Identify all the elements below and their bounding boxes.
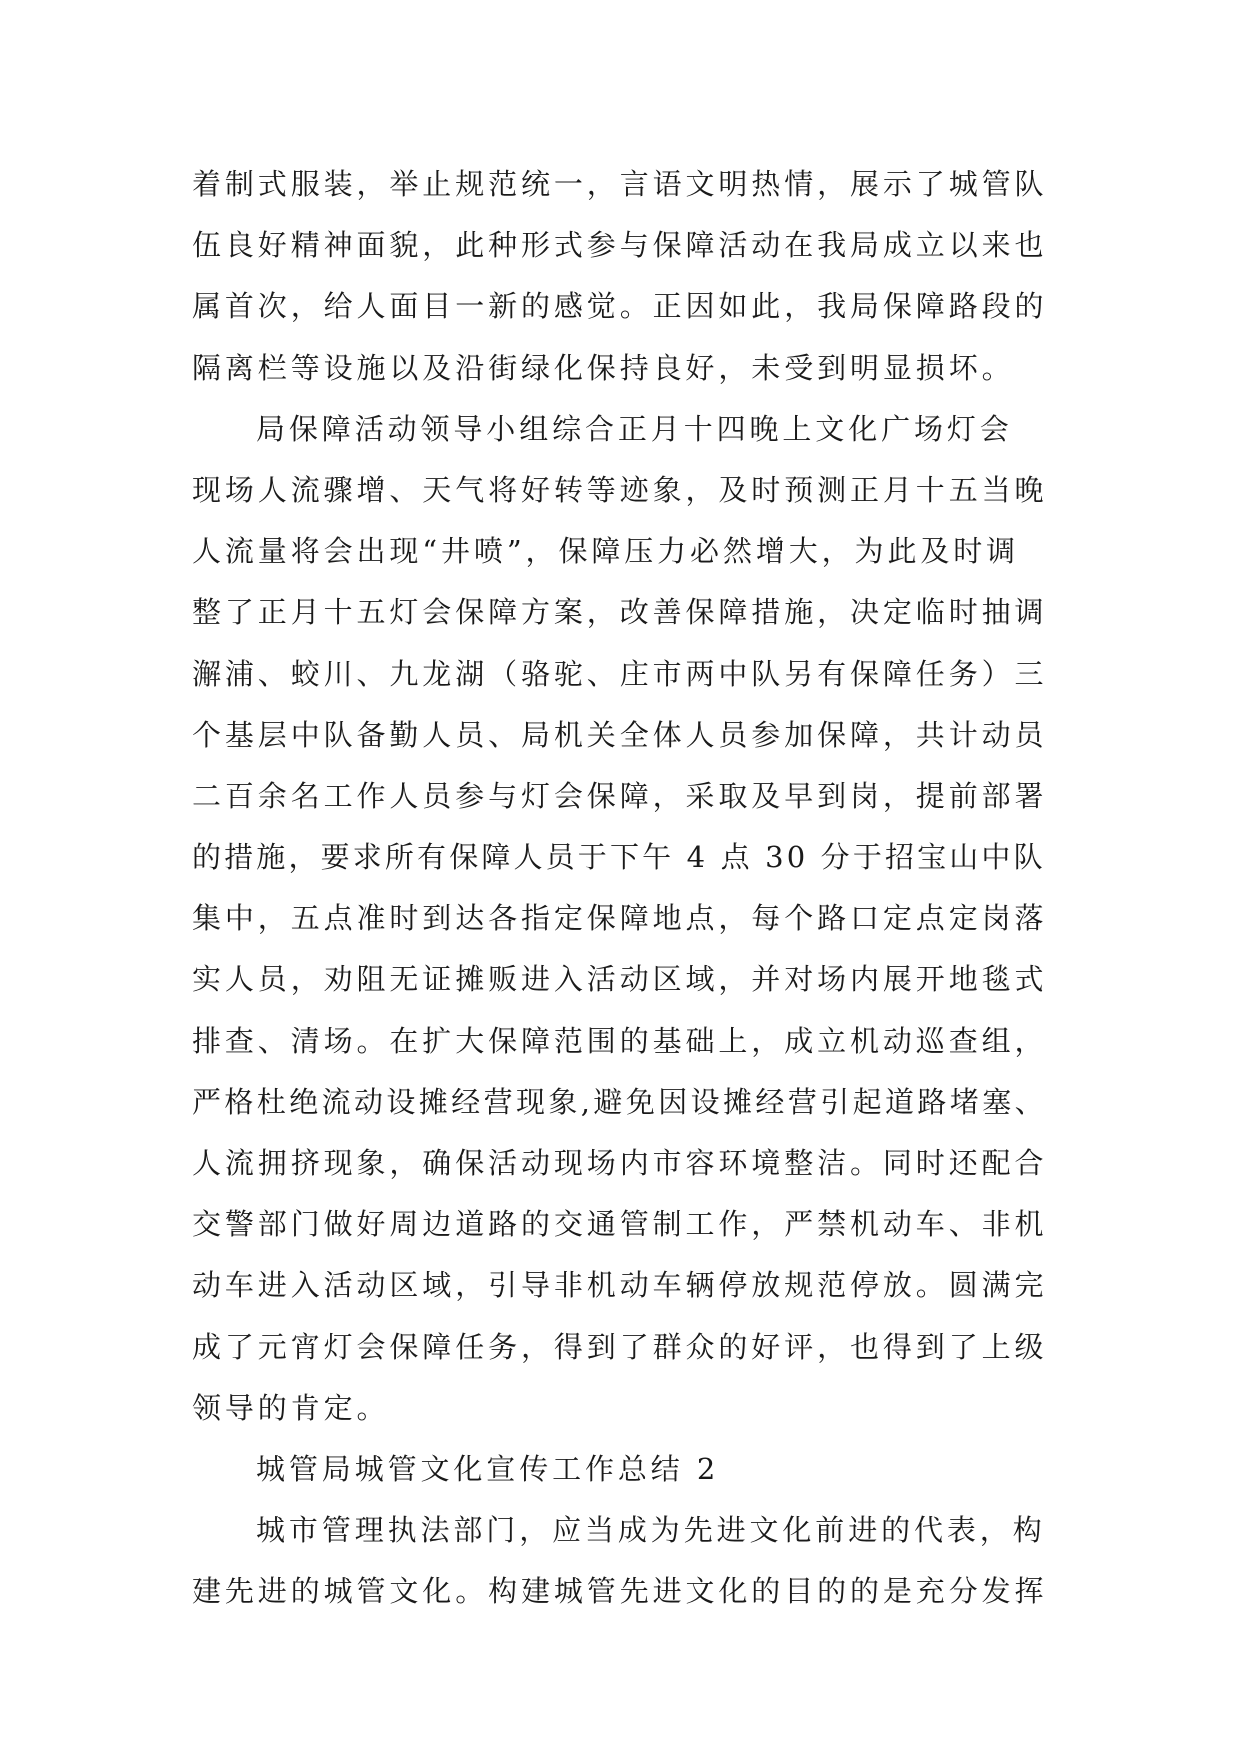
text-line: 领导的肯定。 [192,1390,390,1425]
text-line: 整了正月十五灯会保障方案，改善保障措施，决定临时抽调 [192,595,1048,630]
text-line: 的措施，要求所有保障人员于下午 4 点 30 分于招宝山中队 [192,840,1046,875]
text-line: 交警部门做好周边道路的交通管制工作，严禁机动车、非机 [192,1207,1048,1242]
text-line: 建先进的城管文化。构建城管先进文化的目的的是充分发挥 [192,1574,1048,1609]
text-line: 伍良好精神面貌，此种形式参与保障活动在我局成立以来也 [192,228,1048,263]
text-line: 人流量将会出现“井喷”，保障压力必然增大，为此及时调 [192,534,1020,569]
text-line: 澥浦、蛟川、九龙湖（骆驼、庄市两中队另有保障任务）三 [192,656,1048,691]
text-line: 人流拥挤现象，确保活动现场内市容环境整洁。同时还配合 [192,1146,1048,1180]
text-line: 隔离栏等设施以及沿街绿化保持良好，未受到明显损坏。 [192,350,1015,385]
text-line: 成了元宵灯会保障任务，得到了群众的好评，也得到了上级 [192,1329,1048,1364]
text-line: 着制式服装，举止规范统一，言语文明热情，展示了城管队 [192,167,1048,201]
text-line: 集中，五点准时到达各指定保障地点，每个路口定点定岗落 [192,901,1048,936]
paragraph-first-line: 城市管理执法部门，应当成为先进文化前进的代表，构 [256,1513,1046,1548]
text-line: 动车进入活动区域，引导非机动车辆停放规范停放。圆满完 [192,1268,1048,1303]
document-body [192,154,1052,1623]
section-heading: 城管局城管文化宣传工作总结 2 [256,1451,720,1486]
text-line: 排查、清场。在扩大保障范围的基础上，成立机动巡查组， [192,1023,1048,1058]
text-line: 个基层中队备勤人员、局机关全体人员参加保障，共计动员 [192,717,1048,752]
paragraph-first-line: 局保障活动领导小组综合正月十四晚上文化广场灯会 [256,411,1013,446]
text-line: 严格杜绝流动设摊经营现象,避免因设摊经营引起道路堵塞、 [192,1084,1048,1119]
text-line: 二百余名工作人员参与灯会保障，采取及早到岗，提前部署 [192,778,1048,813]
text-line: 实人员，劝阻无证摊贩进入活动区域，并对场内展开地毯式 [192,962,1048,997]
text-line: 现场人流骤增、天气将好转等迹象，及时预测正月十五当晚 [192,472,1048,507]
text-line: 属首次，给人面目一新的感觉。正因如此，我局保障路段的 [192,289,1048,324]
